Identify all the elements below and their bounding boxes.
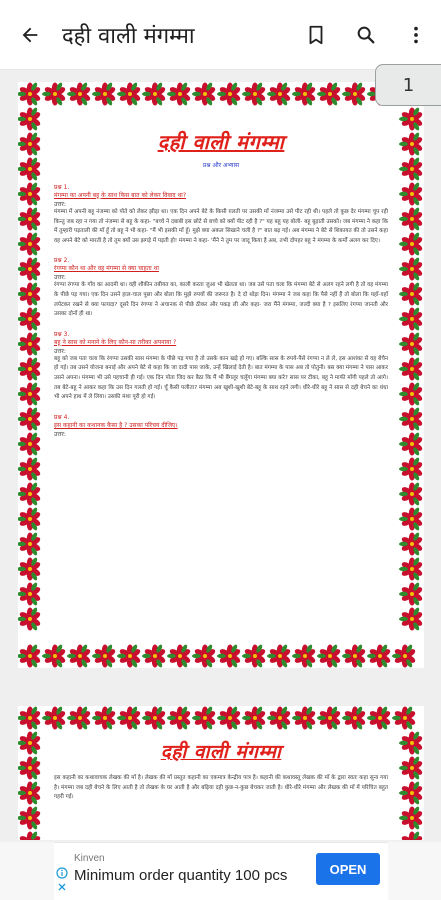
document-title: दही वाली मंगम्मा <box>62 23 195 49</box>
answer-text: रंगप्पा रंगप्पा के गाँव का आदमी था। वही शौकीन तबीयत का, काली करता जुआ भी खेलता था। जब उसे पता चला कि मंगम्मा बेटे से अलग रहने लगी है तो वह मंगम्मा के पीछे पड़ गया। एक दिन उसने हाल-चाल पूछा और बोला कि मुझे रुपयों की जरूरत है। दे दो थोड़ा दिन। मंगम्मा ने जब कहा कि पैसे नहीं हैं तो बोला कि यहाँ-वहाँ लपेटकर रखने से क्या फायदा? दूसरे दिन रंगप्पा ने अचानक से पीछे ठीकर और पकड़ ली और कहा- जरा मैंने मंगम्मा, जल्दी क्या है ? इसलिए रंगप्पा जानती और उसका दोनों ही था। <box>54 282 388 318</box>
back-button[interactable] <box>0 0 60 70</box>
page-heading: दही वाली मंगम्मा <box>160 741 282 763</box>
question-text: मंगम्मा का अपनी बहू के साथ किस बात को लेकर विवाद था? <box>54 192 187 199</box>
search-icon <box>355 24 377 46</box>
ad-banner[interactable] <box>54 842 388 900</box>
answer-text: इस कहानी का कथावाचक लेखक की माँ है। लेखक की माँ प्रस्तुत कहानी का एकमात्र केन्द्रीय पात्र है। कहानी की कथावस्तु लेखक की माँ के द्वारा स्वतः कहा सुना गया है। मंगम्मा जब दही बेचने के लिए आती है तो लेखक के घर आती है और बढ़िया दही कुछ-न-कुछ बेचकर जाती है। धीरे-धीरे मंगम्मा और लेखक की माँ में परिचित बहुत गहरी गई। <box>54 775 388 801</box>
page-subheading: प्रश्न और अभ्यास <box>202 162 240 169</box>
info-icon[interactable] <box>56 867 68 879</box>
ad-brand: Kinven <box>74 853 105 864</box>
ad-margin <box>388 842 441 900</box>
bookmark-button[interactable] <box>291 0 341 70</box>
answer-text: मंगम्मा में अपनी बहू नंजम्मा को पोते को लेकर झीड़ा था। एक दिन अपने बेटे के किसी ग़लती पर उसकी माँ नंजम्मा उसे पीट रही थी। पहले तो कुछ देर मंगम्मा चुप रही किन्तु जब रहा न गया तो नंजम्मा से बहू के कहा- "बच्चे ने दबाबी इस छोटे से बच्चे को क्यों पीट रही है ?" यह बहू यह बोली- बहू बुढ़ाती उसको। जब मंगम्मा ने कहा कि में तुम्हारी पड़ताली की माँ हूँ तो बहू ने भी कहा- "मैं भी इसकी माँ हूँ। मुझे क्या अकल सिखाने चली है ?" बात बढ़ गई। अब मंगम्मा ने बेटे से शिकायत की तो उसने कहा वह अपने बेटे को मारती है तो तुम क्यों उस झगड़े में पड़ती हो! मंगम्मा ने कहा- 'मैंने ने तुम पर जादू किया है अब, तभी दोपहर बहू ने मंगम्मा के कर्मों अलग कर दिए। <box>54 209 388 244</box>
bookmark-icon <box>305 24 327 46</box>
qa-block <box>54 256 388 319</box>
qa-block <box>54 183 388 246</box>
page-heading: दही वाली मंगम्मा <box>157 130 285 154</box>
page-number-indicator[interactable]: 1 <box>375 64 441 106</box>
qa-block <box>54 413 388 438</box>
answer-label: उत्तर: <box>54 274 66 282</box>
back-arrow-icon <box>19 24 41 46</box>
qa-block <box>54 330 388 403</box>
question-number: प्रश्न 1. <box>54 184 70 191</box>
question-number: प्रश्न 2. <box>54 257 70 265</box>
app-bar <box>0 0 441 70</box>
question-text: रंगप्पा कौन था और वह मंगम्मा से क्या चाहता था <box>54 265 159 273</box>
answer-label: उत्तर: <box>54 430 66 438</box>
page-content <box>54 128 388 438</box>
pdf-viewer[interactable] <box>0 70 441 840</box>
answer-text: बहू को जब पता चला कि रंगप्पा उसकी सास मंगम्मा के पीछे पड़ गया है तो उसके कान खड़े हो गए। बल्कि सास के रुपये-पैसे रंगप्पा न ले ले, इस आशंका से वह बेचैन हो गई। तब उसने योजना बनाई और अपने बेटे से कहा कि जा दादी पास जाके, उन्हें खिलाई देती है। बात मंगम्मा के पास अब तो पोतुनी। बस क्या मंगम्मा ने पास आकर उसने अपना। मंगम्मा भी उसे पहचानी ही गई। एक दिन पोता जिद कर बैठा कि मैं भी बैंगलूर चलूँगा मंगम्मा क्या करे? सास पर टीका, बहू ने माफी माँगी पहले तो आगे। तब बेटे-बहू ने आकर कहा कि उस दिन गलती हो गई। चूँ कैसी पलीता? मंगम्मा अब खुशी-खुशी बेटे-बहू के साथ रहने लगी। धीरे-धीरे बहू ने सास से दही बेचने का धंधा भी अपने हाथ में ले लिया। उसकी मंशा पूरी हो गई। <box>54 355 388 401</box>
more-vert-icon <box>405 24 427 46</box>
more-options-button[interactable] <box>391 0 441 70</box>
question-text: इस कहानी का कथानक कैसा है ? उसका परिचय दीजिए। <box>54 421 178 429</box>
question-text: बहू ने सास को मनाने के लिए कौन-सा तरीका अपनाया ? <box>54 338 177 346</box>
ad-headline[interactable]: Minimum order quantity 100 pcs <box>74 867 288 884</box>
question-number: प्रश्न 4. <box>54 413 70 421</box>
search-button[interactable] <box>341 0 391 70</box>
answer-label: उत्तर: <box>54 201 66 208</box>
answer-label: उत्तर: <box>54 347 66 355</box>
pdf-page-2 <box>18 706 424 840</box>
question-number: प्रश्न 3. <box>54 330 70 338</box>
ad-open-button[interactable]: OPEN <box>316 853 380 885</box>
page-content <box>54 738 388 803</box>
close-icon[interactable] <box>56 881 68 893</box>
ad-margin <box>0 842 54 900</box>
pdf-page-1 <box>18 82 424 668</box>
